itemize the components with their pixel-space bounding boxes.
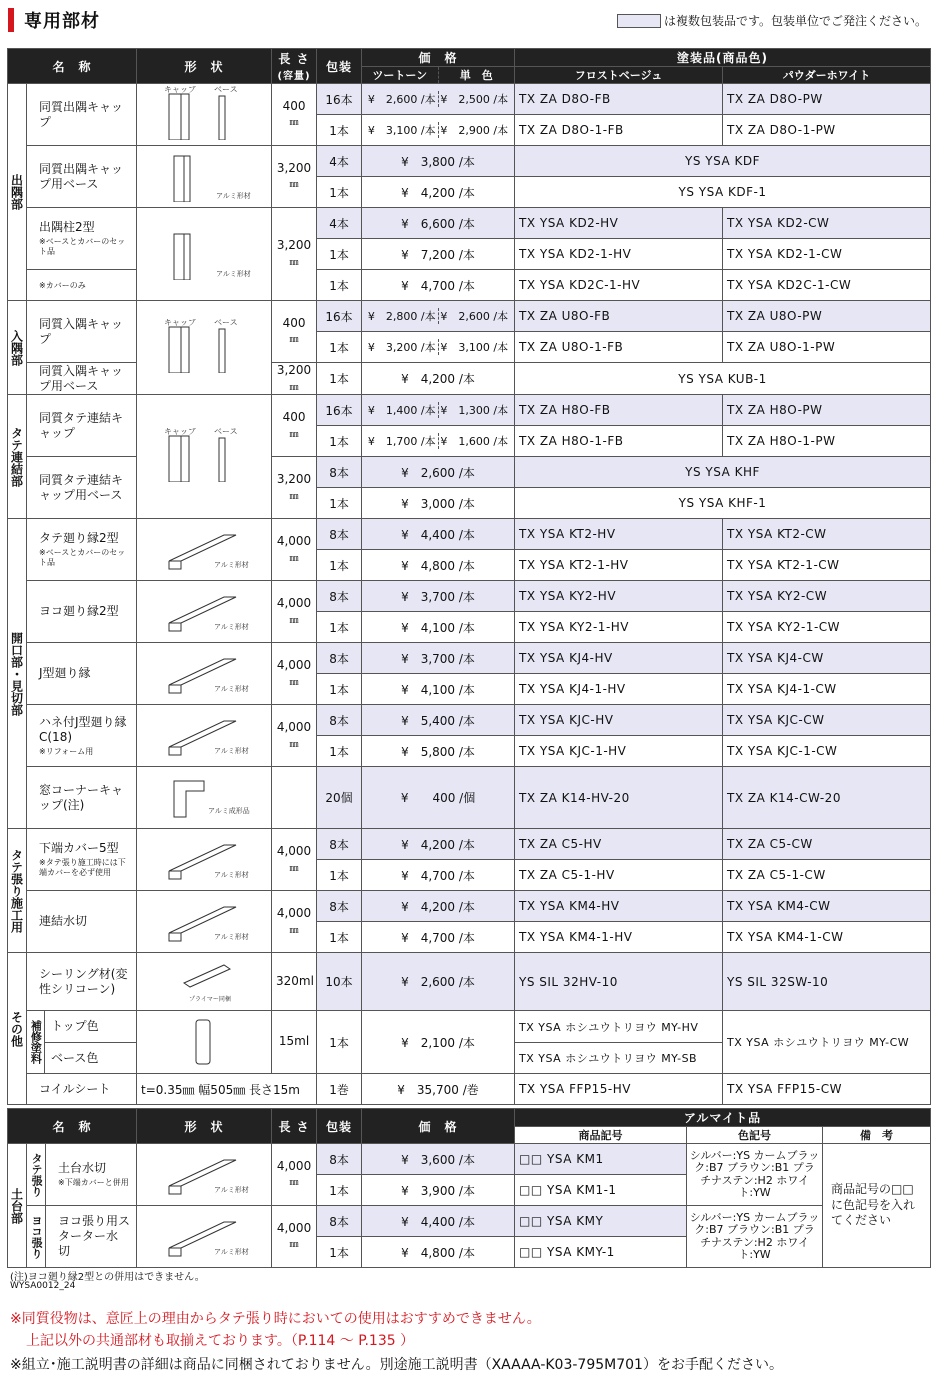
legend: は複数包装品です。包装単位でご発注ください。 bbox=[617, 12, 927, 29]
product-name: ヨコ張り用スターター水 切 bbox=[46, 1206, 137, 1268]
shape-cell bbox=[137, 1011, 272, 1074]
part-drawing bbox=[144, 707, 264, 761]
shape-cell bbox=[137, 146, 272, 208]
shape-cell bbox=[137, 1144, 272, 1206]
pack-cell: 1本 bbox=[317, 488, 362, 519]
pack-cell: 8本 bbox=[317, 1144, 362, 1175]
product-name: 出隅柱2型 ※ベースとカバーのセット品 bbox=[27, 208, 137, 270]
frost-code: TX ZA U8O-1-FB bbox=[515, 332, 723, 363]
t2-header-note: 備 考 bbox=[823, 1127, 931, 1144]
frost-code: TX ZA D8O-1-FB bbox=[515, 115, 723, 146]
price-cell: ¥ 3,600 /本 bbox=[362, 1144, 515, 1175]
table-row bbox=[8, 1144, 931, 1175]
part-drawing bbox=[144, 319, 264, 373]
parts-table bbox=[7, 48, 931, 1105]
length-cell: 4,000 ㎜ bbox=[272, 829, 317, 891]
price-cell: ¥ 2,600 /本 bbox=[362, 457, 515, 488]
svg-text:アルミ形材: アルミ形材 bbox=[214, 1186, 249, 1194]
powder-code: TX YSA KJ4-CW bbox=[723, 643, 931, 674]
part-drawing bbox=[144, 1146, 264, 1200]
powder-code: TX ZA C5-CW bbox=[723, 829, 931, 860]
header-pack: 包装 bbox=[317, 49, 362, 84]
warning-note: ※同質役物は、意匠上の理由からタテ張り時においての使用はおすすめできません。 bbox=[10, 1311, 541, 1327]
frost-code: TX YSA KD2C-1-HV bbox=[515, 270, 723, 301]
product-code: YS YSA KHF bbox=[515, 457, 931, 488]
price-cell: ¥ 400 /個 bbox=[362, 767, 515, 829]
length-cell bbox=[272, 767, 317, 829]
length-cell: 400 ㎜ bbox=[272, 395, 317, 457]
pack-cell: 20個 bbox=[317, 767, 362, 829]
legend-swatch bbox=[617, 14, 661, 28]
powder-code: TX ZA D8O-1-PW bbox=[723, 115, 931, 146]
pack-cell: 8本 bbox=[317, 519, 362, 550]
product-code: YS YSA KUB-1 bbox=[515, 363, 931, 395]
svg-text:キャップ: キャップ bbox=[164, 428, 197, 437]
color-codes: シルバー:YS カームブラック:B7 ブラウン:B1 プラチナステン:H2 ホワイト:YW bbox=[687, 1144, 823, 1206]
price-cell: ¥ 4,800 /本 bbox=[362, 550, 515, 581]
price-cell: ¥ 4,200 /本 bbox=[362, 363, 515, 395]
section-label: 土台部 bbox=[8, 1144, 27, 1268]
table-row bbox=[8, 829, 931, 860]
shape-cell bbox=[137, 1206, 272, 1268]
pack-cell: 16本 bbox=[317, 395, 362, 426]
product-code: □□ YSA KMY bbox=[515, 1206, 687, 1237]
length-cell: 3,200 ㎜ bbox=[272, 146, 317, 208]
pack-cell: 1本 bbox=[317, 550, 362, 581]
svg-text:ベース: ベース bbox=[214, 86, 238, 94]
pack-cell: 16本 bbox=[317, 301, 362, 332]
frost-code: TX YSA KM4-1-HV bbox=[515, 922, 723, 953]
pack-cell: 8本 bbox=[317, 891, 362, 922]
remarks: 商品記号の□□に色記号を入れてください bbox=[823, 1144, 931, 1268]
page-title: 専用部材 bbox=[8, 6, 100, 34]
svg-text:アルミ形材: アルミ形材 bbox=[214, 747, 249, 756]
doc-code: WYSA0012_24 bbox=[10, 1281, 76, 1291]
product-name: 窓コーナーキャップ(注) bbox=[27, 767, 137, 829]
t2-header-code: 商品記号 bbox=[515, 1127, 687, 1144]
svg-text:アルミ形材: アルミ形材 bbox=[216, 192, 251, 200]
part-drawing bbox=[144, 521, 264, 575]
length-cell: 4,000 ㎜ bbox=[272, 891, 317, 953]
part-drawing bbox=[144, 769, 264, 823]
table-cell bbox=[8, 1109, 931, 1127]
shape-cell bbox=[137, 395, 272, 519]
pack-cell: 16本 bbox=[317, 84, 362, 115]
reference-note: 上記以外の共通部材も取揃えております。（P.114 ～ P.135 ） bbox=[26, 1333, 415, 1349]
product-name: 同質入隅キャップ用ベース bbox=[27, 363, 137, 395]
t2-header-price: 価 格 bbox=[362, 1109, 515, 1144]
powder-code: TX YSA KM4-CW bbox=[723, 891, 931, 922]
price-cell: ¥ 5,800 /本 bbox=[362, 736, 515, 767]
section-label: タテ張り施工用 bbox=[8, 829, 27, 953]
product-name: 下端カバー5型 ※タテ張り施工時には下端カバーを必ず使用 bbox=[27, 829, 137, 891]
price-cell: ¥ 4,700 /本 bbox=[362, 860, 515, 891]
price-cell: ¥ 3,000 /本 bbox=[362, 488, 515, 519]
pack-cell: 10本 bbox=[317, 953, 362, 1011]
price-cell: ¥ 4,400 /本 bbox=[362, 1206, 515, 1237]
length-cell: 4,000 ㎜ bbox=[272, 705, 317, 767]
pack-cell: 1本 bbox=[317, 1011, 362, 1074]
frost-code: TX YSA KD2-HV bbox=[515, 208, 723, 239]
frost-code: TX ZA H8O-FB bbox=[515, 395, 723, 426]
powder-code: TX YSA KT2-CW bbox=[723, 519, 931, 550]
svg-text:アルミ形材: アルミ形材 bbox=[214, 871, 249, 880]
table-row bbox=[8, 395, 931, 426]
price-cell: ¥ 4,700 /本 bbox=[362, 922, 515, 953]
product-name: 同質出隅キャップ用ベース bbox=[27, 146, 137, 208]
pack-cell: 1巻 bbox=[317, 1074, 362, 1105]
frost-code: TX YSA KT2-1-HV bbox=[515, 550, 723, 581]
powder-code: TX ZA H8O-PW bbox=[723, 395, 931, 426]
part-drawing bbox=[144, 831, 264, 885]
sub-section-label: タテ張り bbox=[27, 1144, 46, 1206]
product-code: □□ YSA KM1-1 bbox=[515, 1175, 687, 1206]
pack-cell: 1本 bbox=[317, 736, 362, 767]
shape-cell bbox=[137, 767, 272, 829]
pack-cell: 8本 bbox=[317, 829, 362, 860]
shape-cell bbox=[137, 208, 272, 301]
coil-spec: t=0.35㎜ 幅505㎜ 長さ15m bbox=[137, 1074, 317, 1105]
svg-text:アルミ成形品: アルミ成形品 bbox=[208, 807, 250, 816]
product-name: J型廻り縁 bbox=[27, 643, 137, 705]
product-code: □□ YSA KMY-1 bbox=[515, 1237, 687, 1268]
part-drawing bbox=[144, 893, 264, 947]
header-shape: 形 状 bbox=[137, 49, 272, 84]
part-drawing bbox=[144, 645, 264, 699]
pack-cell: 1本 bbox=[317, 1175, 362, 1206]
svg-text:アルミ形材: アルミ形材 bbox=[216, 269, 251, 278]
price-cell: ¥ 1,700 /本 ¥ 1,600 /本 bbox=[362, 426, 515, 457]
powder-code: TX YSA KD2C-1-CW bbox=[723, 270, 931, 301]
pack-cell: 8本 bbox=[317, 705, 362, 736]
header-name: 名 称 bbox=[8, 49, 137, 84]
svg-text:アルミ形材: アルミ形材 bbox=[214, 561, 249, 570]
product-code: YS YSA KHF-1 bbox=[515, 488, 931, 519]
pack-cell: 1本 bbox=[317, 239, 362, 270]
section-label: 出隅部 bbox=[8, 84, 27, 301]
product-code: YS YSA KDF bbox=[515, 146, 931, 177]
product-code: □□ YSA KM1 bbox=[515, 1144, 687, 1175]
powder-code: TX YSA KT2-1-CW bbox=[723, 550, 931, 581]
frost-code: TX YSA KM4-HV bbox=[515, 891, 723, 922]
price-cell: ¥ 3,100 /本 ¥ 2,900 /本 bbox=[362, 115, 515, 146]
table-row bbox=[8, 767, 931, 829]
powder-code: TX YSA ホシユウトリヨウ MY-CW bbox=[723, 1011, 931, 1074]
price-cell: ¥ 4,800 /本 bbox=[362, 1237, 515, 1268]
frost-code: TX ZA C5-HV bbox=[515, 829, 723, 860]
table-row bbox=[8, 953, 931, 1011]
product-name: コイルシート bbox=[27, 1074, 137, 1105]
length-cell: 15ml bbox=[272, 1011, 317, 1074]
pack-cell: 4本 bbox=[317, 146, 362, 177]
length-cell: 320ml bbox=[272, 953, 317, 1011]
powder-code: TX YSA KM4-1-CW bbox=[723, 922, 931, 953]
pack-cell: 1本 bbox=[317, 177, 362, 208]
product-name: 補修塗料 トップ色 ベース色 bbox=[27, 1011, 137, 1074]
price-cell: ¥ 5,400 /本 bbox=[362, 705, 515, 736]
table-row bbox=[8, 208, 931, 239]
product-name: 同質入隅キャップ bbox=[27, 301, 137, 363]
table-row bbox=[8, 146, 931, 177]
frost-code: TX YSA KJC-HV bbox=[515, 705, 723, 736]
price-cell: ¥ 2,800 /本 ¥ 2,600 /本 bbox=[362, 301, 515, 332]
price-cell: ¥ 3,700 /本 bbox=[362, 581, 515, 612]
section-label: 開口部・見切部 bbox=[8, 519, 27, 829]
powder-code: TX ZA H8O-1-PW bbox=[723, 426, 931, 457]
table-row bbox=[8, 1206, 931, 1237]
svg-text:アルミ形材: アルミ形材 bbox=[214, 1248, 249, 1256]
powder-code: TX YSA KY2-CW bbox=[723, 581, 931, 612]
price-cell: ¥ 4,700 /本 bbox=[362, 270, 515, 301]
length-cell: 400 ㎜ bbox=[272, 301, 317, 363]
price-cell: ¥ 2,100 /本 bbox=[362, 1011, 515, 1074]
product-name: 同質タテ連結キャップ用ベース bbox=[27, 457, 137, 519]
base-parts-table bbox=[7, 1108, 931, 1268]
price-cell: ¥ 4,200 /本 bbox=[362, 891, 515, 922]
shape-cell bbox=[137, 829, 272, 891]
pack-cell: 1本 bbox=[317, 612, 362, 643]
product-code: YS YSA KDF-1 bbox=[515, 177, 931, 208]
color-codes: シルバー:YS カームブラック:B7 ブラウン:B1 プラチナステン:H2 ホワイト:YW bbox=[687, 1206, 823, 1268]
length-cell: 4,000 ㎜ bbox=[272, 581, 317, 643]
table-row bbox=[8, 1011, 931, 1043]
pack-cell: 1本 bbox=[317, 426, 362, 457]
frost-code: TX YSA ホシユウトリヨウ MY-SB bbox=[515, 1042, 723, 1074]
frost-code: TX YSA KD2-1-HV bbox=[515, 239, 723, 270]
powder-code: TX YSA KD2-1-CW bbox=[723, 239, 931, 270]
table-cell bbox=[8, 49, 931, 67]
sub-section-label: ヨコ張り bbox=[27, 1206, 46, 1268]
price-cell: ¥ 3,800 /本 bbox=[362, 146, 515, 177]
pack-cell: 1本 bbox=[317, 270, 362, 301]
t2-header-pack: 包装 bbox=[317, 1109, 362, 1144]
price-cell: ¥ 7,200 /本 bbox=[362, 239, 515, 270]
powder-code: TX YSA FFP15-CW bbox=[723, 1074, 931, 1105]
instruction-note: ※組立･施工説明書の詳細は商品に同梱されておりません。別途施工説明書（XAAAA-K03-795M701）をお手配ください。 bbox=[10, 1357, 783, 1373]
t2-header-length: 長 さ bbox=[272, 1109, 317, 1144]
powder-code: TX YSA KJC-1-CW bbox=[723, 736, 931, 767]
price-cell: ¥ 4,200 /本 bbox=[362, 829, 515, 860]
price-cell: ¥ 2,600 /本 bbox=[362, 953, 515, 1011]
svg-text:アルミ形材: アルミ形材 bbox=[214, 623, 249, 632]
frost-code: TX ZA D8O-FB bbox=[515, 84, 723, 115]
svg-text:キャップ: キャップ bbox=[164, 86, 197, 94]
header-price: 価 格 bbox=[362, 49, 515, 67]
t2-header-color: 色記号 bbox=[687, 1127, 823, 1144]
frost-code: TX YSA KY2-1-HV bbox=[515, 612, 723, 643]
powder-code: TX ZA K14-CW-20 bbox=[723, 767, 931, 829]
frost-code: TX YSA KT2-HV bbox=[515, 519, 723, 550]
footnote: (注)ヨコ廻り縁2型との併用はできません。 bbox=[10, 1272, 205, 1283]
header-frost: フロストベージュ bbox=[515, 67, 723, 84]
section-label: その他 bbox=[8, 953, 27, 1105]
shape-cell bbox=[137, 519, 272, 581]
shape-cell bbox=[137, 705, 272, 767]
powder-code: TX ZA D8O-PW bbox=[723, 84, 931, 115]
svg-text:プライマー同梱: プライマー同梱 bbox=[189, 996, 231, 1004]
product-name: シーリング材(変性シリコーン) bbox=[27, 953, 137, 1011]
frost-code: TX YSA KY2-HV bbox=[515, 581, 723, 612]
frost-code: TX ZA K14-HV-20 bbox=[515, 767, 723, 829]
product-name: ※カバーのみ bbox=[27, 270, 137, 301]
product-name: 同質出隅キャップ bbox=[27, 84, 137, 146]
svg-text:アルミ形材: アルミ形材 bbox=[214, 685, 249, 694]
svg-text:アルミ形材: アルミ形材 bbox=[214, 933, 249, 942]
product-name: ヨコ廻り縁2型 bbox=[27, 581, 137, 643]
length-cell: 3,200 ㎜ bbox=[272, 363, 317, 395]
part-drawing bbox=[144, 953, 264, 1007]
length-cell: 4,000 ㎜ bbox=[272, 1144, 317, 1206]
powder-code: YS SIL 32SW-10 bbox=[723, 953, 931, 1011]
table-row bbox=[8, 705, 931, 736]
pack-cell: 8本 bbox=[317, 643, 362, 674]
length-cell: 3,200 ㎜ bbox=[272, 208, 317, 301]
product-name: 同質タテ連結キャップ bbox=[27, 395, 137, 457]
header-length: 長 さ (容量) bbox=[272, 49, 317, 84]
part-drawing bbox=[144, 1208, 264, 1262]
repair-paint-label: 補修塗料 bbox=[27, 1011, 45, 1073]
shape-cell bbox=[137, 643, 272, 705]
price-cell: ¥ 6,600 /本 bbox=[362, 208, 515, 239]
powder-code: TX YSA KJ4-1-CW bbox=[723, 674, 931, 705]
powder-code: TX ZA C5-1-CW bbox=[723, 860, 931, 891]
pack-cell: 1本 bbox=[317, 674, 362, 705]
table-row bbox=[8, 581, 931, 612]
shape-cell bbox=[137, 953, 272, 1011]
price-cell: ¥ 4,200 /本 bbox=[362, 177, 515, 208]
pack-cell: 4本 bbox=[317, 208, 362, 239]
product-name: タテ廻り縁2型 ※ベースとカバーのセット品 bbox=[27, 519, 137, 581]
svg-text:キャップ: キャップ bbox=[164, 319, 197, 328]
price-cell: ¥ 4,100 /本 bbox=[362, 674, 515, 705]
section-label: タテ連結部 bbox=[8, 395, 27, 519]
svg-text:ベース: ベース bbox=[214, 428, 238, 437]
powder-code: TX YSA KD2-CW bbox=[723, 208, 931, 239]
frost-code: TX YSA KJC-1-HV bbox=[515, 736, 723, 767]
table-row bbox=[8, 84, 931, 115]
product-name: 土台水切 ※下端カバーと併用 bbox=[46, 1144, 137, 1206]
pack-cell: 8本 bbox=[317, 581, 362, 612]
shape-cell bbox=[137, 301, 272, 395]
powder-code: TX ZA U8O-PW bbox=[723, 301, 931, 332]
table-row bbox=[8, 891, 931, 922]
frost-code: TX YSA KJ4-1-HV bbox=[515, 674, 723, 705]
powder-code: TX YSA KY2-1-CW bbox=[723, 612, 931, 643]
part-drawing bbox=[144, 1014, 264, 1068]
frost-code: TX YSA ホシユウトリヨウ MY-HV bbox=[515, 1011, 723, 1043]
table-row bbox=[8, 301, 931, 332]
t2-header-shape: 形 状 bbox=[137, 1109, 272, 1144]
shape-cell bbox=[137, 84, 272, 146]
powder-code: TX ZA U8O-1-PW bbox=[723, 332, 931, 363]
shape-cell bbox=[137, 891, 272, 953]
section-label: 入隅部 bbox=[8, 301, 27, 395]
frost-code: YS SIL 32HV-10 bbox=[515, 953, 723, 1011]
part-drawing bbox=[144, 583, 264, 637]
part-drawing bbox=[144, 226, 264, 280]
price-cell: ¥ 3,200 /本 ¥ 3,100 /本 bbox=[362, 332, 515, 363]
table-row bbox=[8, 1074, 931, 1105]
price-cell: ¥ 1,400 /本 ¥ 1,300 /本 bbox=[362, 395, 515, 426]
table-row bbox=[8, 519, 931, 550]
price-cell: ¥ 3,900 /本 bbox=[362, 1175, 515, 1206]
price-cell: ¥ 4,400 /本 bbox=[362, 519, 515, 550]
price-cell: ¥ 2,600 /本 ¥ 2,500 /本 bbox=[362, 84, 515, 115]
svg-text:ベース: ベース bbox=[214, 319, 238, 328]
pack-cell: 1本 bbox=[317, 1237, 362, 1268]
product-name: ハネ付J型廻り縁C(18) ※リフォーム用 bbox=[27, 705, 137, 767]
powder-code: TX YSA KJC-CW bbox=[723, 705, 931, 736]
length-cell: 4,000 ㎜ bbox=[272, 643, 317, 705]
price-cell: ¥ 4,100 /本 bbox=[362, 612, 515, 643]
frost-code: TX ZA C5-1-HV bbox=[515, 860, 723, 891]
length-cell: 400 ㎜ bbox=[272, 84, 317, 146]
t2-header-alumite: アルマイト品 bbox=[515, 1109, 931, 1127]
shape-cell bbox=[137, 581, 272, 643]
price-cell: ¥ 35,700 /巻 bbox=[362, 1074, 515, 1105]
product-name: 連結水切 bbox=[27, 891, 137, 953]
title-bar bbox=[8, 8, 14, 32]
price-cell: ¥ 3,700 /本 bbox=[362, 643, 515, 674]
frost-code: TX ZA H8O-1-FB bbox=[515, 426, 723, 457]
header-price-sub: ツートーン 単 色 bbox=[362, 67, 515, 84]
part-drawing bbox=[144, 428, 264, 482]
pack-cell: 1本 bbox=[317, 115, 362, 146]
length-cell: 4,000 ㎜ bbox=[272, 1206, 317, 1268]
part-drawing bbox=[144, 86, 264, 140]
pack-cell: 1本 bbox=[317, 922, 362, 953]
frost-code: TX YSA FFP15-HV bbox=[515, 1074, 723, 1105]
length-cell: 3,200 ㎜ bbox=[272, 457, 317, 519]
part-drawing bbox=[144, 148, 264, 202]
pack-cell: 1本 bbox=[317, 363, 362, 395]
frost-code: TX ZA U8O-FB bbox=[515, 301, 723, 332]
header-paint: 塗装品(商品色) bbox=[515, 49, 931, 67]
pack-cell: 1本 bbox=[317, 860, 362, 891]
table-row bbox=[8, 643, 931, 674]
t2-header-name: 名 称 bbox=[8, 1109, 137, 1144]
header-powder: パウダーホワイト bbox=[723, 67, 931, 84]
frost-code: TX YSA KJ4-HV bbox=[515, 643, 723, 674]
pack-cell: 8本 bbox=[317, 457, 362, 488]
length-cell: 4,000 ㎜ bbox=[272, 519, 317, 581]
pack-cell: 8本 bbox=[317, 1206, 362, 1237]
pack-cell: 1本 bbox=[317, 332, 362, 363]
